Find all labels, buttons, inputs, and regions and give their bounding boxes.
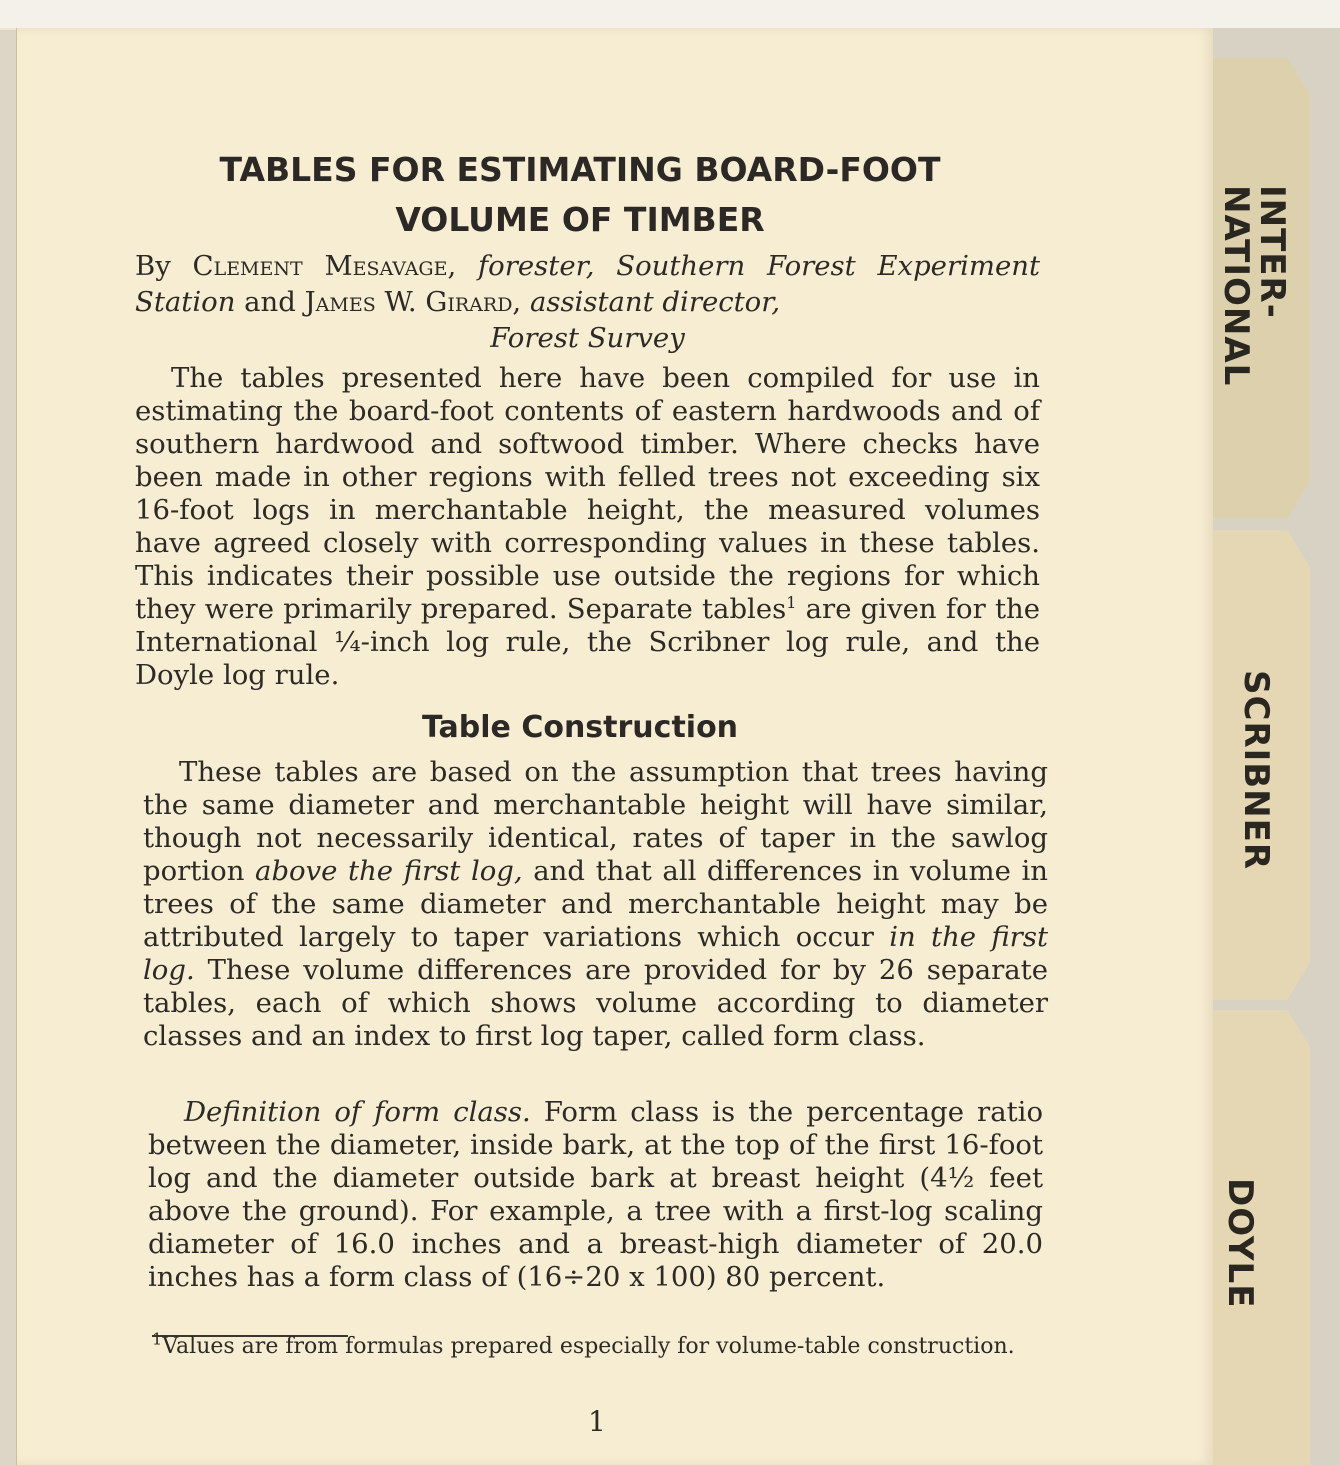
tab-scribner-label: SCRIBNER <box>1236 670 1276 871</box>
footnote <box>152 1329 1044 1362</box>
author-2-name: James W. Girard, <box>304 286 522 318</box>
cover-top-edge <box>0 0 1340 28</box>
paragraph-intro-text-end: are given for the International ¼-inch log rule, the Scribner log rule, and the Doyle log rule. <box>135 593 1040 691</box>
byline-by: By <box>135 250 171 282</box>
footnote-text: Values are from formulas prepared especially for volume-table construction. <box>162 1334 1015 1359</box>
page-title <box>150 145 1010 245</box>
title-line-1: TABLES FOR ESTIMATING BOARD-FOOT <box>219 150 941 189</box>
paragraph-construction-part-2: and that all differences in volume in trees of the same diameter and merchantable height may be attributed largely to taper variations which occur <box>143 855 1048 953</box>
author-1-role: forester, Southern Forest Experiment Station <box>135 250 1041 318</box>
form-class-run-in-heading: Definition of form class. <box>184 1096 531 1128</box>
form-class-text: Form class is the percentage ratio between the diameter, inside bark, at the top of the first 16-foot log and the diameter outside bark at breast height (4½ feet above the ground). For example, a tree with a first-log scaling diameter of 16.0 inches and a breast-high diameter of 20.0 inches has a form class of (16÷20 x 100) 80 percent. <box>148 1096 1044 1293</box>
paragraph-intro-text: The tables presented here have been compiled for use in estimating the board-foot contents of eastern hardwoods and of southern hardwood and softwood timber. Where checks have been made in other regions with felled trees not exceeding six 16-foot logs in merchantable height, the measured volumes have agreed closely with corresponding values in these tables. This indicates their possible use outside the regions for which they were primarily prepared. Separate tables <box>135 362 1040 625</box>
footnote-marker: 1 <box>152 1329 163 1349</box>
paragraph-construction-italic-2: in the first log. <box>143 921 1048 986</box>
paragraph-construction-italic-1: above the first log, <box>255 855 523 887</box>
paragraph-intro <box>135 362 1040 692</box>
title-line-2: VOLUME OF TIMBER <box>395 200 765 239</box>
paragraph-form-class <box>148 1096 1043 1294</box>
tab-international-label: INTER- NATIONAL <box>1216 185 1292 387</box>
section-heading: Table Construction <box>421 710 739 745</box>
paragraph-construction <box>143 756 1048 1053</box>
paragraph-construction-part-1: These tables are based on the assumption that trees having the same diameter and merchantable height will have similar, though not necessarily identical, rates of taper in the sawlog portion <box>143 756 1048 887</box>
byline-and: and <box>244 286 296 318</box>
page-number: 1 <box>588 1405 606 1438</box>
author-2-role: assistant director, <box>529 286 781 318</box>
author-2-org: Forest Survey <box>490 322 685 354</box>
author-1-name: Clement Mesavage, <box>192 250 457 282</box>
byline <box>135 248 1040 356</box>
paragraph-construction-part-3: These volume differences are provided for by 26 separate tables, each of which shows volume according to diameter classes and an index to first log taper, called form class. <box>143 954 1048 1052</box>
footnote-reference: 1 <box>786 592 797 612</box>
tab-doyle-label: DOYLE <box>1220 1178 1260 1309</box>
